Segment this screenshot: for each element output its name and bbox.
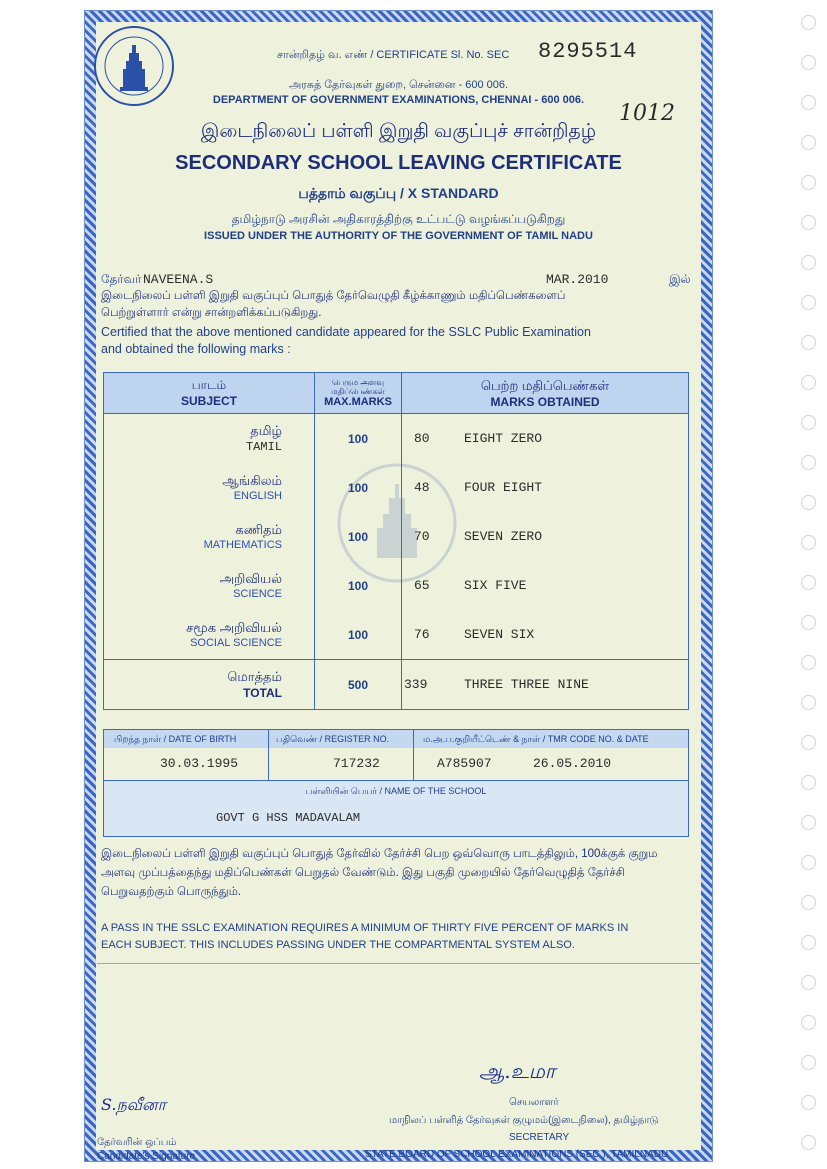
marks-number: 48 <box>414 480 430 495</box>
punch-hole <box>801 975 816 990</box>
subject-english-name: SCIENCE <box>233 588 282 600</box>
marks-row-total <box>104 660 689 710</box>
max-marks: 100 <box>315 512 402 561</box>
marks-row-social-science <box>104 610 689 660</box>
punch-hole <box>801 1135 816 1150</box>
marks-words: SIX FIVE <box>464 578 527 593</box>
title-english: SECONDARY SCHOOL LEAVING CERTIFICATE <box>175 152 622 174</box>
total-tamil-label: மொத்தம் <box>227 669 282 684</box>
candidate-line-3: பெற்றுள்ளார் என்று சான்றளிக்கப்படுகிறது. <box>101 307 322 319</box>
dob-value: 30.03.1995 <box>160 756 239 771</box>
punch-hole <box>801 175 816 190</box>
punch-hole <box>801 375 816 390</box>
obtained-head-english: MARKS OBTAINED <box>490 394 600 409</box>
subject-tamil-name: சமூக அறிவியல் <box>186 620 282 635</box>
marks-table <box>103 372 689 710</box>
register-value: 717232 <box>333 756 380 771</box>
in-tamil: இல் <box>669 272 691 286</box>
marks-words: FOUR EIGHT <box>464 480 543 495</box>
secretary-title-english: SECRETARY <box>509 1132 570 1143</box>
dob-cell <box>104 730 269 780</box>
punch-hole <box>801 415 816 430</box>
punch-hole <box>801 815 816 830</box>
tmr-cell <box>413 730 689 780</box>
marks-words: EIGHT ZERO <box>464 431 543 446</box>
punch-hole <box>801 55 816 70</box>
candidate-signature-label-tamil: தேர்வரின் ஒப்பம் <box>97 1137 177 1148</box>
punch-hole <box>801 655 816 670</box>
subject-english-name: MATHEMATICS <box>203 539 282 551</box>
marks-number: 76 <box>414 627 430 642</box>
marks-row-science <box>104 561 689 610</box>
candidate-label: தேர்வர் <box>101 272 142 286</box>
marks-number: 80 <box>414 431 430 446</box>
secretary-signature: ஆ.உமா <box>479 1059 556 1083</box>
school-label: பள்ளியின் பெயர் / NAME OF THE SCHOOL <box>305 786 487 796</box>
cert-serial-number: 8295514 <box>538 39 638 64</box>
candidate-details-box <box>103 729 689 837</box>
subject-head-english: SUBJECT <box>180 394 237 408</box>
max-head-tamil: பெரும அளவு மதிப்பெண்கள் <box>331 378 385 396</box>
note-english-1: A PASS IN THE SSLC EXAMINATION REQUIRES A MINIMUM OF THIRTY FIVE PERCENT OF MARKS IN <box>101 922 629 934</box>
punch-hole <box>801 935 816 950</box>
punch-hole <box>801 1095 816 1110</box>
register-cell <box>268 730 414 780</box>
punch-hole <box>801 735 816 750</box>
max-marks: 100 <box>315 463 402 512</box>
candidate-line-2: இடைநிலைப் பள்ளி இறுதி வகுப்புப் பொதுத் தேர்வெழுதி கீழ்க்காணும் மதிப்பெண்களைப் <box>101 290 566 302</box>
subject-tamil-name: ஆங்கிலம் <box>222 473 282 488</box>
marks-words: SEVEN SIX <box>464 627 535 642</box>
total-max-marks: 500 <box>315 660 402 710</box>
max-marks: 100 <box>315 561 402 610</box>
max-marks: 100 <box>315 610 402 660</box>
candidate-signature-label-english: Candidate's Signature <box>97 1151 196 1162</box>
title-tamil: இடைநிலைப் பள்ளி இறுதி வகுப்புச் சான்றிதழ் <box>200 121 597 142</box>
authority-tamil: தமிழ்நாடு அரசின் அதிகாரத்திற்கு உட்பட்டு வழங்கப்படுகிறது <box>231 212 566 226</box>
punch-hole <box>801 95 816 110</box>
cert-serial-label: சான்றிதழ் வ. எண் / CERTIFICATE Sl. No. SEC <box>277 49 510 61</box>
subject-english-name: TAMIL <box>245 440 282 454</box>
subject-tamil-name: கணிதம் <box>235 522 282 537</box>
punch-hole <box>801 295 816 310</box>
punch-hole <box>801 1015 816 1030</box>
obtained-head-tamil: பெற்ற மதிப்பெண்கள் <box>480 377 610 393</box>
punch-hole <box>801 15 816 30</box>
marks-table-header <box>104 373 689 414</box>
standard-label: பத்தாம் வகுப்பு / X STANDARD <box>298 185 499 201</box>
certificate-sheet <box>84 10 713 1162</box>
note-english-2: EACH SUBJECT. THIS INCLUDES PASSING UNDER THE COMPARTMENTAL SYSTEM ALSO. <box>101 939 575 951</box>
subject-english-name: ENGLISH <box>233 490 282 502</box>
total-english-label: TOTAL <box>243 686 282 700</box>
punch-hole <box>801 775 816 790</box>
punch-hole <box>801 455 816 470</box>
punch-hole <box>801 215 816 230</box>
tmr-code: A785907 <box>437 756 492 771</box>
school-name: GOVT G HSS MADAVALAM <box>216 811 361 825</box>
board-name-tamil: மாநிலப் பள்ளித் தேர்வுகள் குழுமம்(இடைநிலை), தமிழ்நாடு <box>389 1115 659 1126</box>
punch-hole <box>801 1055 816 1070</box>
total-marks-words: THREE THREE NINE <box>464 677 589 692</box>
total-marks-number: 339 <box>404 677 428 692</box>
notes-divider <box>97 963 700 964</box>
subject-tamil-name: அறிவியல் <box>219 571 282 586</box>
register-label: பதிவெண் / REGISTER NO. <box>276 734 390 744</box>
punch-hole <box>801 695 816 710</box>
max-marks: 100 <box>315 414 402 464</box>
subject-head-tamil: பாடம் <box>191 378 227 392</box>
punch-hole <box>801 615 816 630</box>
dob-label: பிறந்த நாள் / DATE OF BIRTH <box>114 734 237 744</box>
board-name-english: STATE BOARD OF SCHOOL EXAMINATIONS (SEC.), TAMILNADU <box>365 1149 669 1160</box>
marks-words: SEVEN ZERO <box>464 529 543 544</box>
marks-row-english <box>104 463 689 512</box>
punch-hole <box>801 335 816 350</box>
note-tamil-1: இடைநிலைப் பள்ளி இறுதி வகுப்புப் பொதுத் தேர்வில் தேர்ச்சி பெற ஒவ்வொரு பாடத்திலும், 100க்குக் குறும <box>101 848 658 860</box>
marks-row-tamil <box>104 414 689 464</box>
subject-english-name: SOCIAL SCIENCE <box>190 637 282 649</box>
marks-number: 65 <box>414 578 430 593</box>
tmr-date: 26.05.2010 <box>533 756 612 771</box>
secretary-title-tamil: செயலாளர் <box>509 1097 559 1108</box>
marks-number: 70 <box>414 529 430 544</box>
candidate-name: NAVEENA.S <box>143 272 214 287</box>
note-tamil-2: அளவு முப்பத்தைந்து மதிப்பெண்கள் பெறுதல் வேண்டும். இது பகுதி முறையில் தேர்வெழுதித் தேர்ச்சி <box>101 867 625 879</box>
exam-session: MAR.2010 <box>546 272 609 287</box>
subject-tamil-name: தமிழ் <box>250 423 282 438</box>
dept-tamil: அரசுத் தேர்வுகள் துறை, சென்னை - 600 006. <box>288 79 509 91</box>
marks-row-mathematics <box>104 512 689 561</box>
punch-hole <box>801 895 816 910</box>
max-head-english: MAX.MARKS <box>324 396 392 408</box>
dept-english: DEPARTMENT OF GOVERNMENT EXAMINATIONS, CHENNAI - 600 006. <box>212 94 585 106</box>
certified-english-2: and obtained the following marks : <box>101 342 291 356</box>
punch-hole <box>801 535 816 550</box>
note-tamil-3: பெறுவதற்கும் பொருந்தும். <box>101 886 242 898</box>
certified-english-1: Certified that the above mentioned candidate appeared for the SSLC Public Examination <box>101 325 591 339</box>
punch-hole <box>801 495 816 510</box>
punch-holes <box>783 0 827 1169</box>
punch-hole <box>801 855 816 870</box>
tmr-label: ம.அ.ப.குறியீட்டெண் & நாள் / TMR CODE NO. & DATE <box>423 734 649 744</box>
authority-english: ISSUED UNDER THE AUTHORITY OF THE GOVERNMENT OF TAMIL NADU <box>204 230 593 242</box>
punch-hole <box>801 575 816 590</box>
school-cell <box>104 780 688 836</box>
punch-hole <box>801 255 816 270</box>
handwritten-note: 1012 <box>619 101 675 126</box>
candidate-signature: S.நவீனா <box>101 1095 166 1114</box>
punch-hole <box>801 135 816 150</box>
